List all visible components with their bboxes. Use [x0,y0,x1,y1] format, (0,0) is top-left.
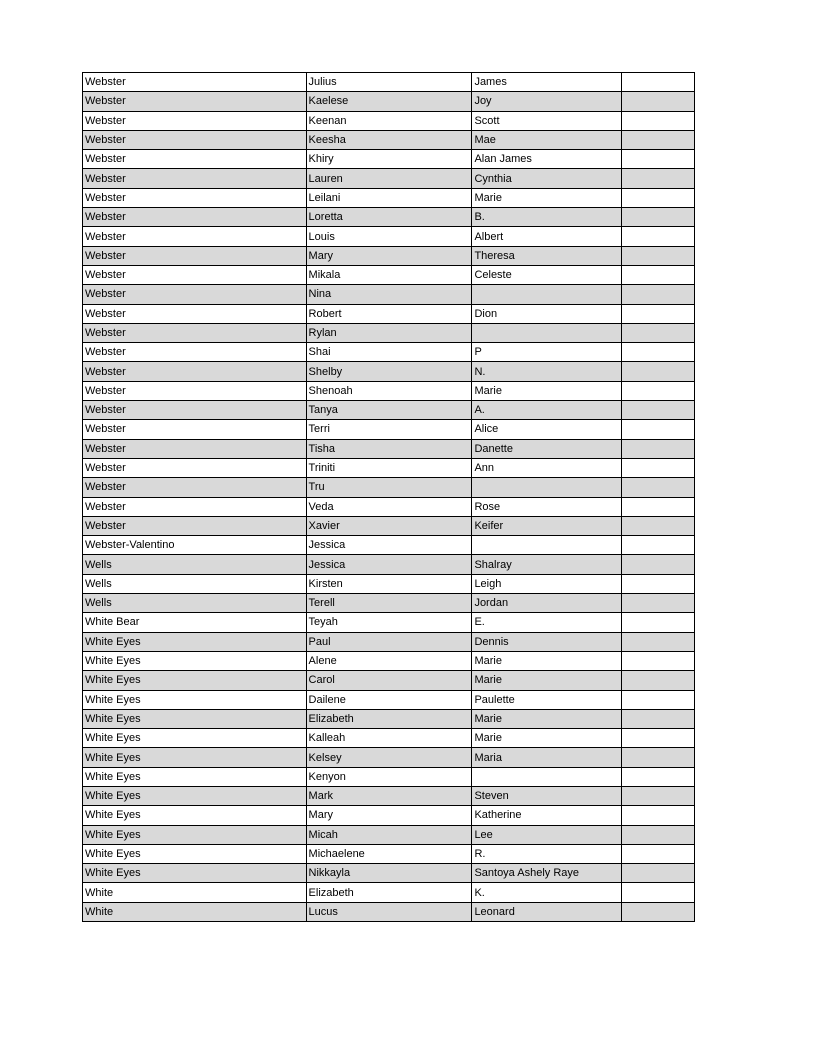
last-name-cell: Webster [83,188,307,207]
last-name-cell: Wells [83,594,307,613]
empty-cell [622,227,695,246]
last-name-cell: Webster [83,304,307,323]
table-row [83,227,695,246]
middle-name-cell: Rose [472,497,622,516]
last-name-cell: White Bear [83,613,307,632]
middle-name-cell: Joy [472,92,622,111]
table-row [83,806,695,825]
middle-name-cell: Marie [472,651,622,670]
table-row [83,632,695,651]
last-name-cell: Wells [83,555,307,574]
middle-name-cell: Maria [472,748,622,767]
first-name-cell: Kenyon [306,767,472,786]
empty-cell [622,844,695,863]
last-name-cell: White Eyes [83,729,307,748]
last-name-cell: White Eyes [83,786,307,805]
last-name-cell: Webster [83,111,307,130]
last-name-cell: Webster [83,92,307,111]
first-name-cell: Elizabeth [306,709,472,728]
table-row [83,555,695,574]
middle-name-cell: Marie [472,188,622,207]
empty-cell [622,786,695,805]
empty-cell [622,208,695,227]
empty-cell [622,343,695,362]
middle-name-cell: Shalray [472,555,622,574]
empty-cell [622,709,695,728]
middle-name-cell: Keifer [472,516,622,535]
table-row [83,767,695,786]
first-name-cell: Tanya [306,401,472,420]
middle-name-cell: Steven [472,786,622,805]
name-list-table [82,72,695,922]
empty-cell [622,188,695,207]
last-name-cell: White Eyes [83,844,307,863]
table-row [83,709,695,728]
last-name-cell: Webster [83,458,307,477]
last-name-cell: White Eyes [83,825,307,844]
first-name-cell: Elizabeth [306,883,472,902]
last-name-cell: Webster [83,497,307,516]
middle-name-cell: Mae [472,130,622,149]
table-row [83,651,695,670]
middle-name-cell: Marie [472,709,622,728]
table-row [83,362,695,381]
empty-cell [622,150,695,169]
table-row [83,304,695,323]
last-name-cell: White Eyes [83,671,307,690]
empty-cell [622,420,695,439]
table-row [83,613,695,632]
table-row [83,536,695,555]
middle-name-cell: Dennis [472,632,622,651]
table-row [83,671,695,690]
middle-name-cell [472,285,622,304]
table-row [83,420,695,439]
first-name-cell: Terell [306,594,472,613]
first-name-cell: Teyah [306,613,472,632]
last-name-cell: White Eyes [83,632,307,651]
first-name-cell: Paul [306,632,472,651]
last-name-cell: Webster [83,169,307,188]
first-name-cell: Lauren [306,169,472,188]
last-name-cell: Webster [83,343,307,362]
first-name-cell: Mary [306,246,472,265]
middle-name-cell: Theresa [472,246,622,265]
table-row [83,594,695,613]
empty-cell [622,458,695,477]
middle-name-cell: E. [472,613,622,632]
empty-cell [622,401,695,420]
empty-cell [622,902,695,921]
middle-name-cell: P [472,343,622,362]
empty-cell [622,497,695,516]
last-name-cell: White Eyes [83,709,307,728]
first-name-cell: Nikkayla [306,864,472,883]
middle-name-cell: Celeste [472,265,622,284]
last-name-cell: White Eyes [83,767,307,786]
table-row [83,902,695,921]
last-name-cell: Webster [83,401,307,420]
table-row [83,343,695,362]
middle-name-cell: Jordan [472,594,622,613]
empty-cell [622,536,695,555]
middle-name-cell: R. [472,844,622,863]
last-name-cell: Webster [83,323,307,342]
last-name-cell: Webster [83,265,307,284]
last-name-cell: White Eyes [83,806,307,825]
first-name-cell: Jessica [306,555,472,574]
first-name-cell: Kelsey [306,748,472,767]
empty-cell [622,748,695,767]
table-row [83,844,695,863]
empty-cell [622,825,695,844]
first-name-cell: Shelby [306,362,472,381]
last-name-cell: White [83,883,307,902]
empty-cell [622,439,695,458]
empty-cell [622,632,695,651]
empty-cell [622,806,695,825]
last-name-cell: Webster [83,478,307,497]
empty-cell [622,516,695,535]
table-row [83,73,695,92]
middle-name-cell [472,478,622,497]
table-row [83,323,695,342]
first-name-cell: Tru [306,478,472,497]
first-name-cell: Keenan [306,111,472,130]
empty-cell [622,285,695,304]
empty-cell [622,594,695,613]
first-name-cell: Alene [306,651,472,670]
last-name-cell: Wells [83,574,307,593]
last-name-cell: Webster [83,227,307,246]
table-row [83,246,695,265]
middle-name-cell: Marie [472,729,622,748]
last-name-cell: Webster [83,130,307,149]
first-name-cell: Carol [306,671,472,690]
table-row [83,883,695,902]
empty-cell [622,304,695,323]
empty-cell [622,767,695,786]
middle-name-cell: Alice [472,420,622,439]
empty-cell [622,265,695,284]
table-row [83,574,695,593]
middle-name-cell: Scott [472,111,622,130]
middle-name-cell [472,536,622,555]
middle-name-cell: Marie [472,671,622,690]
middle-name-cell: Albert [472,227,622,246]
last-name-cell: White Eyes [83,748,307,767]
first-name-cell: Kalleah [306,729,472,748]
empty-cell [622,555,695,574]
middle-name-cell: N. [472,362,622,381]
middle-name-cell [472,767,622,786]
empty-cell [622,381,695,400]
middle-name-cell: Ann [472,458,622,477]
first-name-cell: Jessica [306,536,472,555]
first-name-cell: Terri [306,420,472,439]
name-list-body [83,73,695,922]
table-row [83,169,695,188]
first-name-cell: Tisha [306,439,472,458]
first-name-cell: Nina [306,285,472,304]
first-name-cell: Kirsten [306,574,472,593]
last-name-cell: Webster-Valentino [83,536,307,555]
table-row [83,111,695,130]
table-row [83,497,695,516]
last-name-cell: Webster [83,381,307,400]
last-name-cell: Webster [83,285,307,304]
last-name-cell: White Eyes [83,651,307,670]
empty-cell [622,111,695,130]
last-name-cell: Webster [83,73,307,92]
first-name-cell: Shai [306,343,472,362]
middle-name-cell: Marie [472,381,622,400]
first-name-cell: Khiry [306,150,472,169]
middle-name-cell: James [472,73,622,92]
first-name-cell: Michaelene [306,844,472,863]
table-row [83,786,695,805]
middle-name-cell: K. [472,883,622,902]
middle-name-cell: A. [472,401,622,420]
middle-name-cell [472,323,622,342]
empty-cell [622,574,695,593]
last-name-cell: Webster [83,246,307,265]
middle-name-cell: Leigh [472,574,622,593]
last-name-cell: White [83,902,307,921]
first-name-cell: Kaelese [306,92,472,111]
middle-name-cell: Leonard [472,902,622,921]
table-row [83,188,695,207]
empty-cell [622,323,695,342]
middle-name-cell: Katherine [472,806,622,825]
middle-name-cell: Cynthia [472,169,622,188]
table-row [83,130,695,149]
table-row [83,381,695,400]
empty-cell [622,130,695,149]
middle-name-cell: Alan James [472,150,622,169]
first-name-cell: Mark [306,786,472,805]
table-row [83,150,695,169]
empty-cell [622,864,695,883]
table-row [83,748,695,767]
first-name-cell: Loretta [306,208,472,227]
table-row [83,478,695,497]
last-name-cell: White Eyes [83,864,307,883]
empty-cell [622,671,695,690]
first-name-cell: Mikala [306,265,472,284]
table-row [83,208,695,227]
first-name-cell: Mary [306,806,472,825]
empty-cell [622,169,695,188]
middle-name-cell: Dion [472,304,622,323]
table-row [83,92,695,111]
last-name-cell: Webster [83,439,307,458]
empty-cell [622,729,695,748]
last-name-cell: Webster [83,150,307,169]
empty-cell [622,92,695,111]
first-name-cell: Leilani [306,188,472,207]
table-row [83,864,695,883]
first-name-cell: Micah [306,825,472,844]
first-name-cell: Veda [306,497,472,516]
empty-cell [622,73,695,92]
first-name-cell: Xavier [306,516,472,535]
empty-cell [622,690,695,709]
table-row [83,285,695,304]
empty-cell [622,362,695,381]
last-name-cell: Webster [83,516,307,535]
middle-name-cell: B. [472,208,622,227]
table-row [83,516,695,535]
last-name-cell: Webster [83,208,307,227]
empty-cell [622,246,695,265]
table-row [83,729,695,748]
last-name-cell: Webster [83,420,307,439]
first-name-cell: Triniti [306,458,472,477]
table-row [83,401,695,420]
middle-name-cell: Paulette [472,690,622,709]
first-name-cell: Louis [306,227,472,246]
first-name-cell: Lucus [306,902,472,921]
first-name-cell: Julius [306,73,472,92]
empty-cell [622,613,695,632]
first-name-cell: Keesha [306,130,472,149]
table-row [83,439,695,458]
first-name-cell: Robert [306,304,472,323]
middle-name-cell: Danette [472,439,622,458]
empty-cell [622,478,695,497]
middle-name-cell: Lee [472,825,622,844]
first-name-cell: Dailene [306,690,472,709]
table-row [83,825,695,844]
empty-cell [622,651,695,670]
table-row [83,690,695,709]
last-name-cell: Webster [83,362,307,381]
middle-name-cell: Santoya Ashely Raye [472,864,622,883]
first-name-cell: Shenoah [306,381,472,400]
table-row [83,265,695,284]
first-name-cell: Rylan [306,323,472,342]
empty-cell [622,883,695,902]
last-name-cell: White Eyes [83,690,307,709]
table-row [83,458,695,477]
